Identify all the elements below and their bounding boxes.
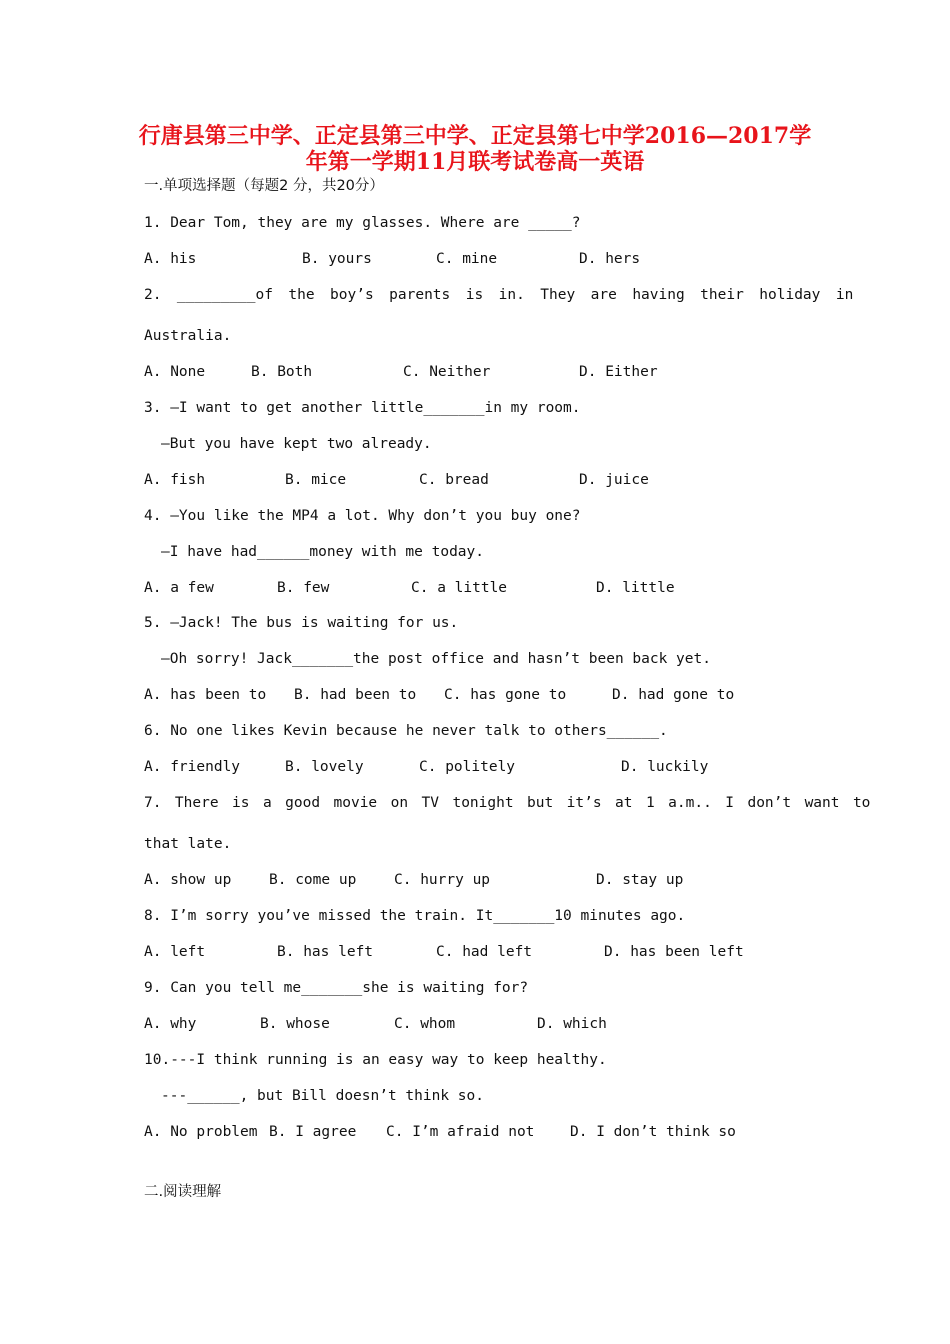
q1-option-c: C. mine [436, 251, 498, 267]
question-5-line-1: 5. —Jack! The bus is waiting for us. [144, 615, 459, 631]
q6-option-d: D. luckily [621, 759, 709, 775]
q7-option-d: D. stay up [596, 872, 684, 888]
q3-option-a: A. fish [144, 472, 206, 488]
question-1: 1. Dear Tom, they are my glasses. Where are _____? [144, 215, 581, 231]
question-7-line-2: that late. [144, 836, 232, 852]
q4-option-b: B. few [277, 580, 330, 596]
q2-option-d: D. Either [579, 364, 658, 380]
q6-option-b: B. lovely [285, 759, 364, 775]
q4-option-a: A. a few [144, 580, 214, 596]
q8-option-c: C. had left [436, 944, 533, 960]
question-2-line-1: 2. _________of the boy’s parents is in. They are having their holiday in [144, 287, 854, 303]
q5-option-b: B. had been to [294, 687, 417, 703]
question-4-line-1: 4. —You like the MP4 a lot. Why don’t you buy one? [144, 508, 581, 524]
q4-option-d: D. little [596, 580, 675, 596]
question-10-line-2: ---______, but Bill doesn’t think so. [161, 1088, 485, 1104]
question-3-line-1: 3. —I want to get another little_______in my room. [144, 400, 581, 416]
question-7-line-1: 7. There is a good movie on TV tonight but it’s at 1 a.m.. I don’t want to [144, 795, 871, 811]
q2-option-b: B. Both [251, 364, 313, 380]
q7-option-c: C. hurry up [394, 872, 491, 888]
q10-option-a: A. No problem [144, 1124, 258, 1140]
q9-option-a: A. why [144, 1016, 197, 1032]
q7-option-a: A. show up [144, 872, 232, 888]
question-4-line-2: —I have had______money with me today. [161, 544, 485, 560]
q10-option-c: C. I’m afraid not [386, 1124, 535, 1140]
question-10-line-1: 10.---I think running is an easy way to keep healthy. [144, 1052, 607, 1068]
q9-option-c: C. whom [394, 1016, 456, 1032]
section-heading-multiple-choice: 一.单项选择题（每题2 分，共20分） [144, 178, 384, 194]
q7-option-b: B. come up [269, 872, 357, 888]
question-9: 9. Can you tell me_______she is waiting for? [144, 980, 529, 996]
q8-option-d: D. has been left [604, 944, 744, 960]
q2-option-a: A. None [144, 364, 206, 380]
q1-option-a: A. his [144, 251, 197, 267]
exam-title-line-2: 年第一学期11月联考试卷高一英语 [305, 149, 645, 175]
q3-option-d: D. juice [579, 472, 649, 488]
question-8: 8. I’m sorry you’ve missed the train. It_______10 minutes ago. [144, 908, 686, 924]
q6-option-c: C. politely [419, 759, 516, 775]
q6-option-a: A. friendly [144, 759, 241, 775]
question-2-line-2: Australia. [144, 328, 232, 344]
q2-option-c: C. Neither [403, 364, 491, 380]
q9-option-d: D. which [537, 1016, 607, 1032]
exam-title-line-1: 行唐县第三中学、正定县第三中学、正定县第七中学2016—2017学 [138, 123, 812, 149]
q5-option-c: C. has gone to [444, 687, 567, 703]
q4-option-c: C. a little [411, 580, 508, 596]
q8-option-b: B. has left [277, 944, 374, 960]
q3-option-c: C. bread [419, 472, 489, 488]
q5-option-a: A. has been to [144, 687, 267, 703]
question-6: 6. No one likes Kevin because he never talk to others______. [144, 723, 668, 739]
q3-option-b: B. mice [285, 472, 347, 488]
section-heading-reading: 二.阅读理解 [144, 1184, 222, 1200]
question-5-line-2: —Oh sorry! Jack_______the post office and hasn’t been back yet. [161, 651, 711, 667]
q5-option-d: D. had gone to [612, 687, 735, 703]
q8-option-a: A. left [144, 944, 206, 960]
q1-option-b: B. yours [302, 251, 372, 267]
q10-option-b: B. I agree [269, 1124, 357, 1140]
q10-option-d: D. I don’t think so [570, 1124, 736, 1140]
question-3-line-2: —But you have kept two already. [161, 436, 432, 452]
q9-option-b: B. whose [260, 1016, 330, 1032]
q1-option-d: D. hers [579, 251, 641, 267]
